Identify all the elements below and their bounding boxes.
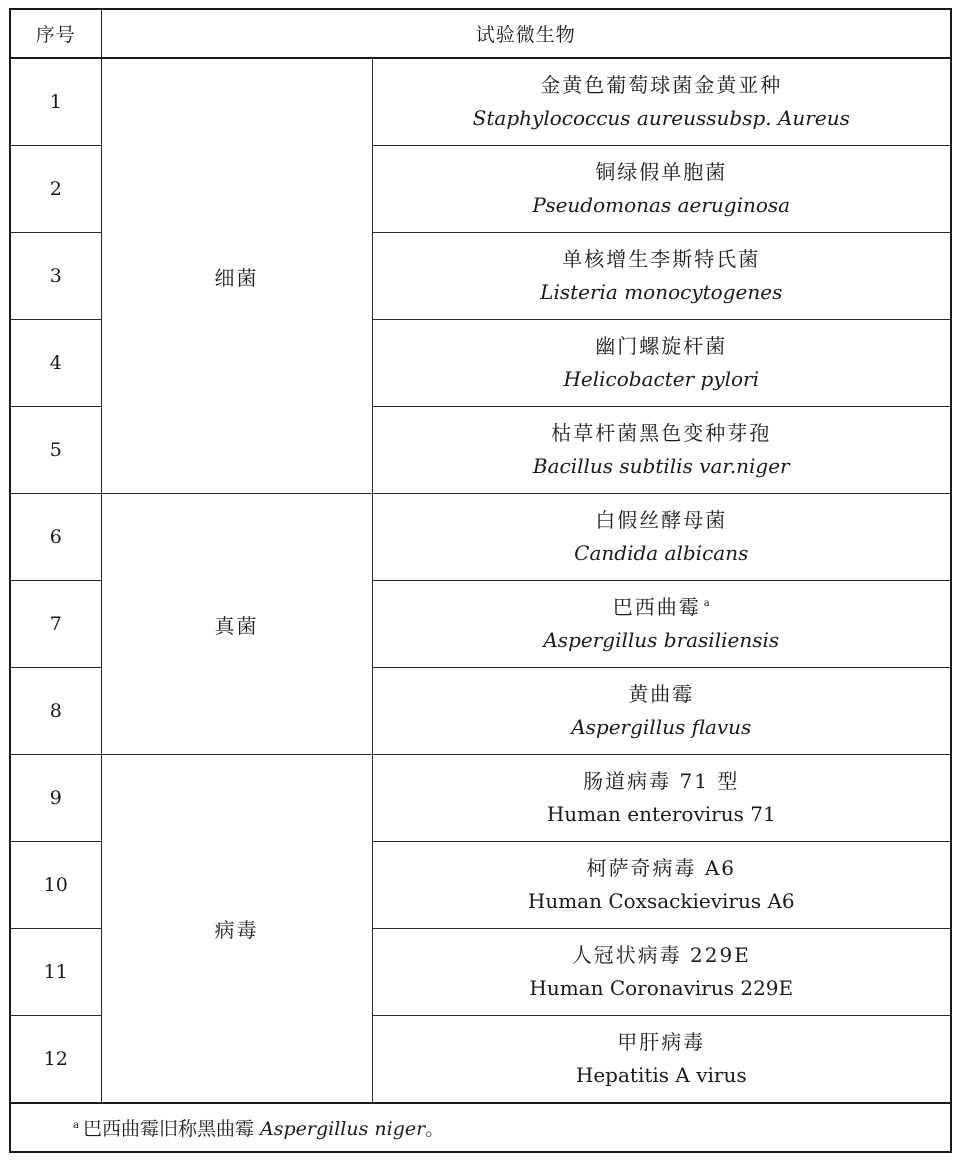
organism-chinese-text: 金黄色葡萄球菌金黄亚种 <box>540 73 783 97</box>
table-row <box>10 494 951 581</box>
organism-chinese-name <box>373 421 951 446</box>
header-organism: 试验微生物 <box>101 9 951 58</box>
category-cell: 病毒 <box>101 755 372 1104</box>
row-number: 2 <box>10 146 101 233</box>
table-body <box>10 58 951 1103</box>
organism-cell <box>372 407 951 494</box>
row-number: 5 <box>10 407 101 494</box>
organism-latin-name: Aspergillus flavus <box>571 715 752 739</box>
row-number: 9 <box>10 755 101 842</box>
table-row <box>10 58 951 146</box>
organism-latin-name: Listeria monocytogenes <box>540 280 783 304</box>
organism-chinese-name <box>373 73 951 98</box>
category-cell: 细菌 <box>101 58 372 494</box>
footnote-text: 巴西曲霉旧称黑曲霉 <box>82 1118 254 1140</box>
row-number: 3 <box>10 233 101 320</box>
table-row <box>10 755 951 842</box>
footnote-latin: Aspergillus niger <box>260 1118 426 1140</box>
category-cell: 真菌 <box>101 494 372 755</box>
organism-chinese-text: 柯萨奇病毒 A6 <box>586 856 737 880</box>
organism-cell <box>372 1016 951 1104</box>
organism-chinese-name <box>373 508 951 533</box>
organism-chinese-text: 单核增生李斯特氏菌 <box>562 247 761 271</box>
organism-chinese-text: 枯草杆菌黑色变种芽孢 <box>551 421 772 445</box>
organism-chinese-name <box>373 160 951 185</box>
organism-latin-name: Human Coronavirus 229E <box>529 976 794 1000</box>
organism-chinese-text: 黄曲霉 <box>628 682 695 706</box>
test-organism-table <box>9 8 952 1153</box>
organism-chinese-name <box>373 856 951 881</box>
organism-chinese-text: 人冠状病毒 229E <box>571 943 751 967</box>
organism-cell <box>372 58 951 146</box>
organism-latin-name: Helicobacter pylori <box>563 367 760 391</box>
organism-cell <box>372 494 951 581</box>
row-number: 6 <box>10 494 101 581</box>
organism-chinese-text: 巴西曲霉 <box>612 595 701 619</box>
footnote-row <box>10 1103 951 1152</box>
organism-latin-name: Bacillus subtilis var.niger <box>532 454 790 478</box>
footnote-mark: a <box>73 1119 79 1131</box>
header-seq: 序号 <box>10 9 101 58</box>
row-number: 1 <box>10 58 101 146</box>
organism-latin-name: Human enterovirus 71 <box>546 802 776 826</box>
organism-cell <box>372 581 951 668</box>
organism-cell <box>372 146 951 233</box>
organism-chinese-name <box>373 595 951 620</box>
organism-chinese-name <box>373 1030 951 1055</box>
footnote-cell <box>10 1103 951 1152</box>
organism-cell <box>372 755 951 842</box>
organism-table-container <box>9 8 950 1153</box>
footnote-end: 。 <box>425 1118 445 1140</box>
organism-latin-name: Pseudomonas aeruginosa <box>532 193 791 217</box>
row-number: 11 <box>10 929 101 1016</box>
organism-chinese-text: 幽门螺旋杆菌 <box>595 334 728 358</box>
organism-chinese-name <box>373 769 951 794</box>
organism-latin-name: Hepatitis A virus <box>575 1063 747 1087</box>
organism-chinese-text: 铜绿假单胞菌 <box>595 160 728 184</box>
row-number: 4 <box>10 320 101 407</box>
organism-chinese-name <box>373 943 951 968</box>
organism-latin-name: Human Coxsackievirus A6 <box>527 889 795 913</box>
organism-chinese-text: 肠道病毒 71 型 <box>583 769 740 793</box>
organism-latin-name: Aspergillus brasiliensis <box>543 628 780 652</box>
row-number: 12 <box>10 1016 101 1104</box>
organism-latin-name: Staphylococcus aureussubsp. Aureus <box>472 106 850 130</box>
organism-cell <box>372 668 951 755</box>
organism-chinese-name <box>373 334 951 359</box>
footnote-reference-mark: a <box>703 598 710 610</box>
organism-cell <box>372 842 951 929</box>
organism-chinese-name <box>373 682 951 707</box>
organism-cell <box>372 320 951 407</box>
row-number: 10 <box>10 842 101 929</box>
organism-chinese-name <box>373 247 951 272</box>
row-number: 8 <box>10 668 101 755</box>
organism-chinese-text: 甲肝病毒 <box>617 1030 706 1054</box>
organism-cell <box>372 929 951 1016</box>
table-header-row <box>10 9 951 58</box>
row-number: 7 <box>10 581 101 668</box>
organism-cell <box>372 233 951 320</box>
organism-chinese-text: 白假丝酵母菌 <box>595 508 728 532</box>
organism-latin-name: Candida albicans <box>574 541 749 565</box>
